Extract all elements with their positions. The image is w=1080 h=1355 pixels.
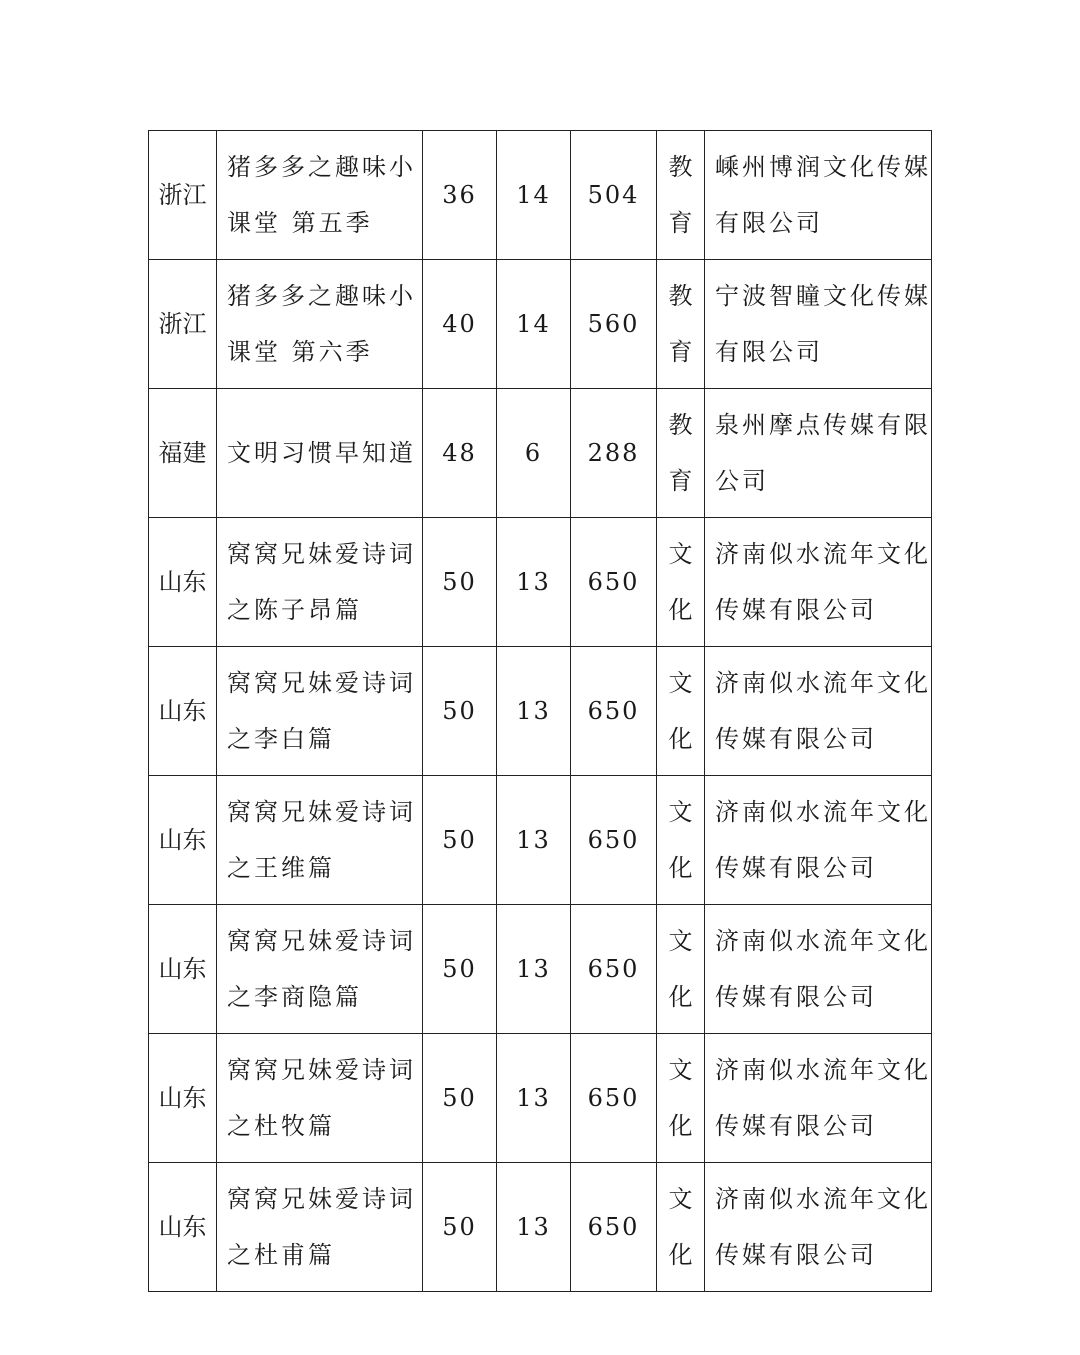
cell-text: 猪多多之趣味小 <box>227 153 416 181</box>
cell-text: 化 <box>668 596 693 624</box>
minutes-cell <box>497 389 571 518</box>
cell-text: 济南似水流年文化 <box>715 798 931 826</box>
cell-text: 文 <box>668 669 693 697</box>
category-cell <box>657 905 705 1034</box>
cell-text: 山东 <box>158 826 207 854</box>
cell-text: 有限公司 <box>715 338 823 366</box>
minutes-cell <box>497 905 571 1034</box>
cell-text: 教 <box>668 282 693 310</box>
total-cell <box>571 647 657 776</box>
cell-text: 育 <box>668 209 693 237</box>
episodes-cell <box>423 905 497 1034</box>
cell-text: 山东 <box>158 1213 207 1241</box>
cell-text: 窝窝兄妹爱诗词 <box>227 1056 416 1084</box>
cell-text: 650 <box>587 1213 640 1241</box>
title-cell <box>217 776 423 905</box>
cell-text: 课堂 第六季 <box>227 338 373 366</box>
cell-text: 13 <box>516 955 551 983</box>
cell-text: 50 <box>442 1213 477 1241</box>
cell-text: 济南似水流年文化 <box>715 1185 931 1213</box>
total-cell <box>571 1034 657 1163</box>
category-cell <box>657 389 705 518</box>
cell-text: 济南似水流年文化 <box>715 669 931 697</box>
total-cell <box>571 260 657 389</box>
company-cell <box>705 776 932 905</box>
cell-text: 窝窝兄妹爱诗词 <box>227 669 416 697</box>
episodes-cell <box>423 1163 497 1292</box>
cell-text: 之王维篇 <box>227 854 335 882</box>
cell-text: 山东 <box>158 697 207 725</box>
cell-text: 40 <box>442 310 477 338</box>
title-cell <box>217 1163 423 1292</box>
category-cell <box>657 1034 705 1163</box>
cell-text: 济南似水流年文化 <box>715 1056 931 1084</box>
cell-text: 50 <box>442 1084 477 1112</box>
minutes-cell <box>497 776 571 905</box>
cell-text: 窝窝兄妹爱诗词 <box>227 1185 416 1213</box>
cell-text: 13 <box>516 1213 551 1241</box>
cell-text: 化 <box>668 983 693 1011</box>
total-cell <box>571 905 657 1034</box>
total-cell <box>571 518 657 647</box>
category-cell <box>657 1163 705 1292</box>
table-row <box>149 260 932 389</box>
cell-text: 13 <box>516 1084 551 1112</box>
total-cell <box>571 1163 657 1292</box>
cell-text: 650 <box>587 697 640 725</box>
cell-text: 之杜牧篇 <box>227 1112 335 1140</box>
cell-text: 窝窝兄妹爱诗词 <box>227 798 416 826</box>
province-cell <box>149 260 217 389</box>
cell-text: 50 <box>442 826 477 854</box>
cell-text: 窝窝兄妹爱诗词 <box>227 927 416 955</box>
province-cell <box>149 518 217 647</box>
province-cell <box>149 1163 217 1292</box>
cell-text: 之杜甫篇 <box>227 1241 335 1269</box>
cell-text: 浙江 <box>158 181 207 209</box>
minutes-cell <box>497 1034 571 1163</box>
cell-text: 13 <box>516 826 551 854</box>
category-cell <box>657 260 705 389</box>
cell-text: 课堂 第五季 <box>227 209 373 237</box>
category-cell <box>657 518 705 647</box>
company-cell <box>705 518 932 647</box>
episodes-cell <box>423 1034 497 1163</box>
category-cell <box>657 776 705 905</box>
cell-text: 14 <box>516 310 551 338</box>
table-row <box>149 1163 932 1292</box>
cell-text: 560 <box>587 310 640 338</box>
category-cell <box>657 647 705 776</box>
table-row <box>149 518 932 647</box>
table-body <box>149 131 932 1292</box>
episodes-cell <box>423 389 497 518</box>
cell-text: 传媒有限公司 <box>715 1241 877 1269</box>
company-cell <box>705 905 932 1034</box>
cell-text: 文 <box>668 798 693 826</box>
cell-text: 650 <box>587 955 640 983</box>
cell-text: 文 <box>668 1185 693 1213</box>
cell-text: 济南似水流年文化 <box>715 540 931 568</box>
episodes-cell <box>423 131 497 260</box>
company-cell <box>705 1034 932 1163</box>
title-cell <box>217 389 423 518</box>
total-cell <box>571 389 657 518</box>
cell-text: 山东 <box>158 568 207 596</box>
cell-text: 36 <box>442 181 477 209</box>
table-row <box>149 389 932 518</box>
province-cell <box>149 389 217 518</box>
cell-text: 化 <box>668 1112 693 1140</box>
cell-text: 窝窝兄妹爱诗词 <box>227 540 416 568</box>
cell-text: 化 <box>668 854 693 882</box>
cell-text: 之李商隐篇 <box>227 983 362 1011</box>
cell-text: 50 <box>442 568 477 596</box>
table-row <box>149 647 932 776</box>
cell-text: 之李白篇 <box>227 725 335 753</box>
cell-text: 之陈子昂篇 <box>227 596 362 624</box>
cell-text: 13 <box>516 568 551 596</box>
cell-text: 宁波智瞳文化传媒 <box>715 282 931 310</box>
title-cell <box>217 131 423 260</box>
cell-text: 48 <box>442 439 477 467</box>
province-cell <box>149 647 217 776</box>
cell-text: 文明习惯早知道 <box>227 439 416 467</box>
cell-text: 传媒有限公司 <box>715 854 877 882</box>
cell-text: 化 <box>668 725 693 753</box>
cell-text: 650 <box>587 1084 640 1112</box>
episodes-cell <box>423 260 497 389</box>
province-cell <box>149 1034 217 1163</box>
cell-text: 50 <box>442 955 477 983</box>
company-cell <box>705 260 932 389</box>
cell-text: 传媒有限公司 <box>715 1112 877 1140</box>
table-row <box>149 131 932 260</box>
cell-text: 13 <box>516 697 551 725</box>
category-cell <box>657 131 705 260</box>
cell-text: 山东 <box>158 955 207 983</box>
cell-text: 教 <box>668 153 693 181</box>
cell-text: 传媒有限公司 <box>715 596 877 624</box>
table-row <box>149 905 932 1034</box>
title-cell <box>217 518 423 647</box>
minutes-cell <box>497 260 571 389</box>
cell-text: 50 <box>442 697 477 725</box>
company-cell <box>705 131 932 260</box>
province-cell <box>149 131 217 260</box>
cell-text: 文 <box>668 540 693 568</box>
episodes-cell <box>423 776 497 905</box>
minutes-cell <box>497 131 571 260</box>
title-cell <box>217 905 423 1034</box>
cell-text: 福建 <box>158 439 207 467</box>
cell-text: 6 <box>524 439 543 467</box>
cell-text: 504 <box>587 181 640 209</box>
cell-text: 教 <box>668 411 693 439</box>
cell-text: 山东 <box>158 1084 207 1112</box>
program-table <box>148 130 932 1292</box>
cell-text: 育 <box>668 338 693 366</box>
title-cell <box>217 647 423 776</box>
cell-text: 泉州摩点传媒有限 <box>715 411 931 439</box>
minutes-cell <box>497 647 571 776</box>
minutes-cell <box>497 518 571 647</box>
table-row <box>149 776 932 905</box>
cell-text: 育 <box>668 467 693 495</box>
company-cell <box>705 389 932 518</box>
title-cell <box>217 260 423 389</box>
title-cell <box>217 1034 423 1163</box>
province-cell <box>149 776 217 905</box>
cell-text: 公司 <box>715 467 769 495</box>
cell-text: 650 <box>587 826 640 854</box>
cell-text: 288 <box>587 439 640 467</box>
table-row <box>149 1034 932 1163</box>
cell-text: 嵊州博润文化传媒 <box>715 153 931 181</box>
cell-text: 文 <box>668 1056 693 1084</box>
cell-text: 14 <box>516 181 551 209</box>
cell-text: 650 <box>587 568 640 596</box>
cell-text: 济南似水流年文化 <box>715 927 931 955</box>
cell-text: 传媒有限公司 <box>715 983 877 1011</box>
total-cell <box>571 776 657 905</box>
company-cell <box>705 1163 932 1292</box>
episodes-cell <box>423 647 497 776</box>
cell-text: 文 <box>668 927 693 955</box>
cell-text: 有限公司 <box>715 209 823 237</box>
cell-text: 传媒有限公司 <box>715 725 877 753</box>
cell-text: 浙江 <box>158 310 207 338</box>
cell-text: 化 <box>668 1241 693 1269</box>
minutes-cell <box>497 1163 571 1292</box>
episodes-cell <box>423 518 497 647</box>
province-cell <box>149 905 217 1034</box>
cell-text: 猪多多之趣味小 <box>227 282 416 310</box>
company-cell <box>705 647 932 776</box>
total-cell <box>571 131 657 260</box>
